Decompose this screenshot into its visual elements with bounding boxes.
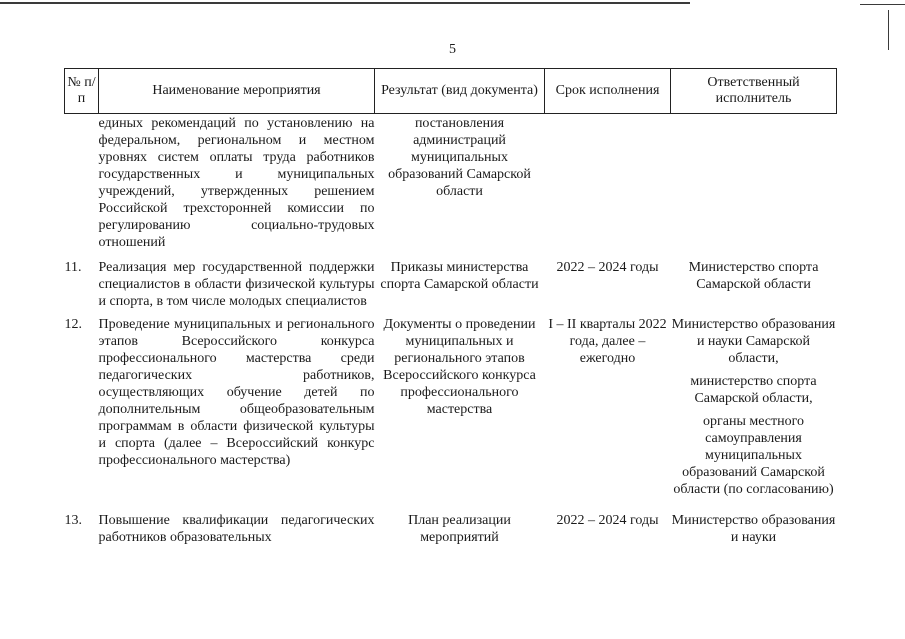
event-responsible xyxy=(671,114,837,260)
event-responsible xyxy=(671,508,837,546)
event-name: Реализация мер государственной поддержки специалистов в области физической культуры и спорта, в том числе молодых специалистов xyxy=(98,260,375,309)
responsible-party: органы местного самоуправления муниципальных образований Самарской области (по согласованию) xyxy=(673,414,834,497)
event-deadline xyxy=(545,114,671,260)
event-name: единых рекомендаций по установлению на федеральном, региональном и местном уровнях систем оплаты труда работников государственных и муниципальных учреждений, утвержденных решением Российской трехсторонней комиссии по регулированию социально-трудовых отношений xyxy=(98,116,375,250)
row-number: 11. xyxy=(64,260,82,275)
event-responsible xyxy=(671,316,837,508)
event-name: Проведение муниципальных и регионального этапов Всероссийского конкурса профессионального мастерства среди педагогических работников, осуществляющих обучение детей по дополнительным общеобразовательным программам в области физической культуры и спорта (далее – Всероссийский конкурс профессионального мастерства) xyxy=(98,317,375,468)
responsible-party: Министерство образования и науки xyxy=(671,513,836,545)
header-num: № п/п xyxy=(65,69,99,114)
scan-edge-top-right xyxy=(860,4,905,5)
event-deadline: 2022 – 2024 годы xyxy=(556,260,659,275)
event-responsible xyxy=(671,259,837,316)
responsible-party: Министерство спорта Самарской области xyxy=(688,260,819,292)
event-result: План реализации мероприятий xyxy=(408,513,511,545)
header-deadline: Срок исполнения xyxy=(545,69,671,114)
event-deadline: I – II кварталы 2022 года, далее – ежегодно xyxy=(548,317,667,366)
table-row xyxy=(65,114,837,260)
event-deadline: 2022 – 2024 годы xyxy=(556,513,659,528)
row-number: 13. xyxy=(64,513,82,528)
responsible-party: министерство спорта Самарской области, xyxy=(690,374,817,406)
scan-edge-top xyxy=(0,2,690,4)
table-header-row xyxy=(65,69,837,114)
event-result: постановления администраций муниципальных образований Самарской области xyxy=(388,116,531,199)
row-number xyxy=(65,114,99,260)
table-row xyxy=(65,259,837,316)
table-row xyxy=(65,508,837,546)
responsible-party: Министерство образования и науки Самарской области, xyxy=(671,317,836,366)
header-responsible: Ответственный исполнитель xyxy=(671,69,837,114)
events-table xyxy=(64,68,837,546)
event-name: Повышение квалификации педагогических работников образовательных xyxy=(98,513,375,545)
page-number: 5 xyxy=(449,42,456,57)
table-row xyxy=(65,316,837,508)
header-result: Результат (вид документа) xyxy=(375,69,545,114)
event-result: Приказы министерства спорта Самарской области xyxy=(380,260,539,292)
row-number: 12. xyxy=(64,317,82,332)
event-result: Документы о проведении муниципальных и регионального этапов Всероссийского конкурса профессионального мастерства xyxy=(383,317,536,417)
header-name: Наименование мероприятия xyxy=(99,69,375,114)
